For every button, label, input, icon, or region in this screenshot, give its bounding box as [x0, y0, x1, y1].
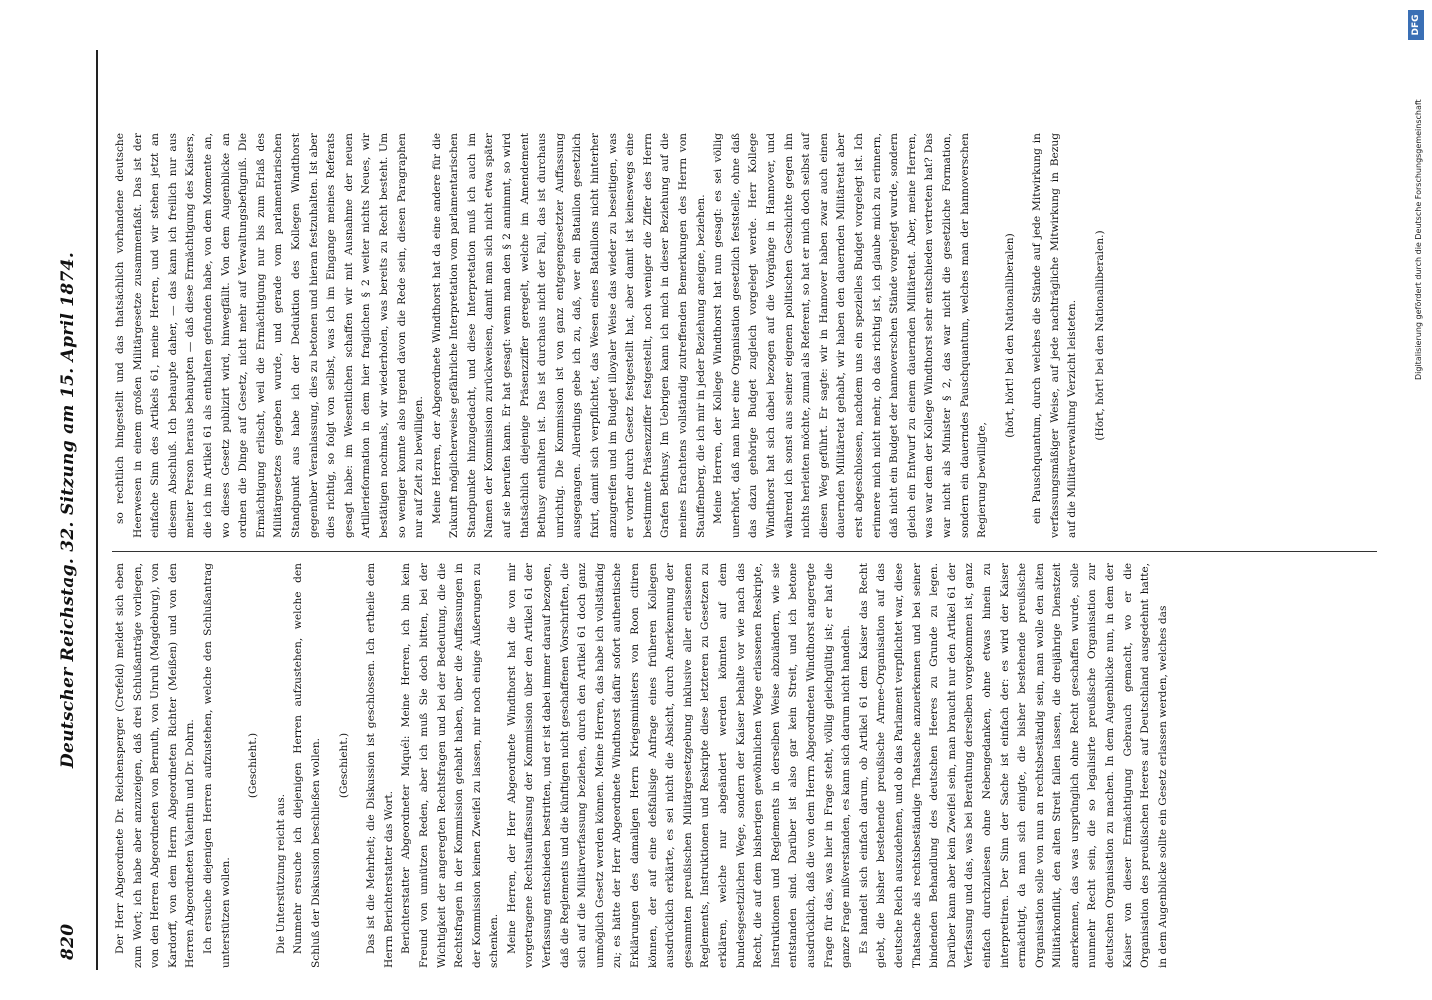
column-divider: [112, 551, 1377, 552]
paragraph: Das ist die Mehrheit; die Diskussion ist geschlossen. Ich ertheile dem Herrn Berichterstatter das Wort.: [365, 563, 395, 968]
paragraph: Nunmehr ersuche ich diejenigen Herren aufzustehen, welche den Schluß der Diskussion beschließen wollen.: [292, 563, 322, 968]
running-title: Deutscher Reichstag. 32. Sitzung am 15. April 1874.: [58, 251, 78, 769]
paragraph: Der Herr Abgeordnete Dr. Reichensperger (Crefeld) meldet sich eben zum Wort; ich habe aber anzuzeigen, daß drei Schlußanträge vorliegen, von den Herren Abgeordneten von Bernuth, von Unruh (Magdeburg), von Kardorff, von dem Herrn Abgeordneten Richter (Meißen) und von den Herren Abgeordneten Valentin und Dr. Dohrn.: [114, 563, 197, 968]
paragraph: ein Pauschquantum, durch welches die Stände auf jede Mitwirkung in verfassungsmäßiger Weise, auf jede nachträgliche Mitwirkung in Bezug auf die Militärverwaltung Verzicht leisteten.: [1031, 133, 1079, 538]
left-text-column: [112, 563, 1172, 968]
page-header: [58, 60, 84, 960]
dfg-logo: DFG: [1408, 10, 1424, 40]
paragraph: Es handelt sich einfach darum, ob Artikel 61 dem Kaiser das Recht giebt, die bisher bestehende preußische Armee-Organisation auf das deutsche Reich auszudehnen, und ob das Parlament verpflichtet war, diese Thatsache als rechtsbeständige Thatsache anzuerkennen und bei seiner bindenden Behandlung des deutschen Heeres zu Grunde zu legen. Darüber kann aber kein Zweifel sein, man braucht nur den Artikel 61 der Verfassung und das, was bei Berathung derselben vorgekommen ist, ganz einfach durchzulesen ohne Nebengedanken, ohne etwas hinein zu interpretiren. Der Sinn der Sache ist einfach der: es wird der Kaiser ermächtigt, da man sich einigte, die bisher bestehende preußische Organisation solle von nun an rechtsbeständig sein, man wolle den alten Militärkonflikt, den alten Streit fallen lassen, die dreijährige Dienstzeit anerkennen, das was ursprünglich ohne Recht geschaffen wurde, solle nunmehr Recht sein, die so legalisirte preußische Organisation zur deutschen Organisation zu machen. In dem Augenblicke nun, in dem der Kaiser von dieser Ermächtigung Gebrauch gemacht, wo er die Organisation des preußischen Heeres auf Deutschland ausgedehnt hatte, in dem Augenblicke sollte ein Gesetz erlassen werden, welches das: [857, 563, 1169, 968]
stage-direction: (Geschieht.): [247, 732, 260, 799]
right-text-column: [112, 133, 1120, 538]
paragraph: so rechtlich hingestellt und das thatsächlich vorhandene deutsche Heerwesen in einem großen Militärgesetze zusammenfaßt. Das ist der einfache Sinn des Artikels 61, meine Herren, und wir stehen jetzt an diesem Abschluß. Ich behaupte daher, — das kann ich freilich nur aus meiner Person heraus behaupten — daß diese Ermächtigung des Kaisers, die ich im Artikel 61 als enthalten gefunden habe, von dem Momente an, wo dieses Gesetz publizirt wird, hinwegfällt. Von dem Augenblicke an ordnen die Dinge auf Gesetz, nicht mehr auf Verwaltungsbefugniß. Die Ermächtigung erlischt, weil die Ermächtigung nur bis zum Erlaß des Militärgesetzes gegeben wurde, und gerade vom parlamentarischen Standpunkt aus habe ich der Deduktion des Kollegen Windthorst gegenüber Veranlassung, dies zu betonen und hieran festzuhalten. Ist aber dies richtig, so folgt von selbst, was ich im Eingange meines Referats gesagt habe: im Wesentlichen schaffen wir mit Ausnahme der neuen Artillerieformation in dem hier fraglichen § 2 weiter nichts Neues, wir bestätigen nochmals, wir wiederholen, was bereits zu Recht besteht. Um so weniger konnte also irgend davon die Rede sein, diesen Paragraphen nur auf Zeit zu bewilligen.: [114, 133, 426, 538]
paragraph: Meine Herren, der Herr Abgeordnete Windthorst hat die von mir vorgetragene Rechtsauffassung der Kommission über den Artikel 61 der Verfassung entschieden bestritten, und er ist dabei immer darauf bezogen, daß die Reglements und die künftigen nicht geschaffenen Vorschriften, die sich auf die Militärverfassung beziehen, durch den Artikel 61 doch ganz unmöglich Gesetz werden können. Meine Herren, das habe ich vollständig zu; es hätte der Herr Abgeordnete Windthorst dafür sofort authentische Erklärungen des damaligen Herrn Kriegsministers von Roon citiren können, der auf eine deßfallsige Anfrage eines früheren Kollegen ausdrücklich erklärte, es sei nicht die Absicht, durch Anerkennung der gesammten preußischen Militärgesetzgebung inklusive aller erlassenen Reglements, Instruktionen und Reskripte diese letzteren zu Gesetzen zu erklären, welche nur abgeändert werden könnten auf dem bundesgesetzlichen Wege, sondern der Kaiser behalte vor wie nach das Recht, die auf dem bisherigen gewöhnlichen Wege erlassenen Reskripte, Instruktionen und Reglements in derselben Weise abzuändern, wie sie entstanden sind. Darüber ist also gar kein Streit, und ich betone ausdrücklich, daß die von dem Herrn Abgeordneten Windthorst angeregte Frage für das, was hier in Frage steht, völlig gleichgültig ist; er hat die ganze Frage mißverstanden, es kann sich darum nicht handeln.: [505, 563, 853, 968]
stage-direction: (Hört, hört! bei den Nationalliberalen.): [1094, 230, 1107, 441]
paragraph: Meine Herren, der Abgeordnete Windthorst hat da eine andere für die Zukunft möglicherweise gefährliche Interpretation vom parlamentarischen Standpunkte hinzugedacht, und diese Interpretation muß ich auch im Namen der Kommission zurückweisen, damit man sich nicht etwa später auf sie berufen kann. Er hat gesagt: wenn man den § 2 annimmt, so wird thatsächlich diejenige Präsenzziffer geregelt, welche im Amendement Bethusy enthalten ist. Das ist durchaus nicht der Fall, das ist durchaus unrichtig. Die Kommission ist von ganz entgegengesetzter Auffassung ausgegangen. Allerdings gebe ich zu, daß, wer ein Bataillon gesetzlich fixirt, damit sich verpflichtet, das Wesen eines Bataillons nicht hinterher anzugreifen und im Budget illoyaler Weise das wieder zu beseitigen, was er vorher durch Gesetz festgestellt hat, aber damit ist keineswegs eine bestimmte Präsenzziffer festgestellt, noch weniger die Ziffer des Herrn Grafen Bethusy. Im Uebrigen kann ich mich in dieser Beziehung auf die meines Erachtens vollständig zutreffenden Bemerkungen des Herrn von Stauffenberg, die ich mir in jeder Beziehung aneigne, beziehen.: [430, 133, 707, 538]
paragraph: Berichterstatter Abgeordneter Miquél: Meine Herren, ich bin kein Freund von unnützen Reden, aber ich muß Sie doch bitten, bei der Wichtigkeit der angeregten Rechtsfragen und bei der Bedeutung, die die Rechtsfragen in der Kommission gehabt haben, über die Auffassungen in der Kommission keinen Zweifel zu lassen, mir noch einige Äußerungen zu schenken.: [400, 563, 501, 968]
stage-direction: (hört, hört! bei den Nationalliberalen): [1003, 233, 1016, 438]
paragraph: Ich ersuche diejenigen Herren aufzustehen, welche den Schlußantrag unterstützen wollen.: [201, 563, 232, 968]
page-number: 820: [58, 923, 78, 960]
digitization-note: Digitalisierung gefördert durch die Deutsche Forschungsgemeinschaft: [1414, 99, 1423, 380]
header-rule: [96, 50, 98, 970]
paragraph: Meine Herren, der Kollege Windthorst hat nun gesagt: es sei völlig unerhört, daß man hier eine Organisation gesetzlich feststelle, ohne daß das dazu gehörige Budget zugleich vorgelegt werde. Herr Kollege Windthorst hat sich dabei bezogen auf die Vorgänge in Hannover, und während ich sonst aus seiner eigenen politischen Geschichte gegen ihn nichts herleiten möchte, zumal als Referent, so hat er mich doch selbst auf diesen Weg geführt. Er sagte: wir in Hannover haben zwar auch einen dauernden Militäretat gehabt, wir haben den dauernden Militäretat aber erst abgeschlossen, nachdem uns ein spezielles Budget vorgelegt ist. Ich erinnere mich nicht mehr, ob das richtig ist, ich glaube mich zu erinnern, daß nicht ein Budget der hannoverschen Stände vorgelegt wurde, sondern gleich ein Entwurf zu einem dauernden Militäretat. Aber, meine Herren, was war dem der Kollege Windthorst sehr entschieden vertreten hat? Das war nicht als Minister § 2, das war nicht die gesetzliche Formation, sondern ein dauerndes Pauschquantum, welches man der hannoverschen Regierung bewilligte,: [712, 133, 989, 538]
paragraph: Die Unterstützung reicht aus.: [274, 793, 287, 954]
stage-direction: (Geschieht.): [337, 732, 350, 799]
